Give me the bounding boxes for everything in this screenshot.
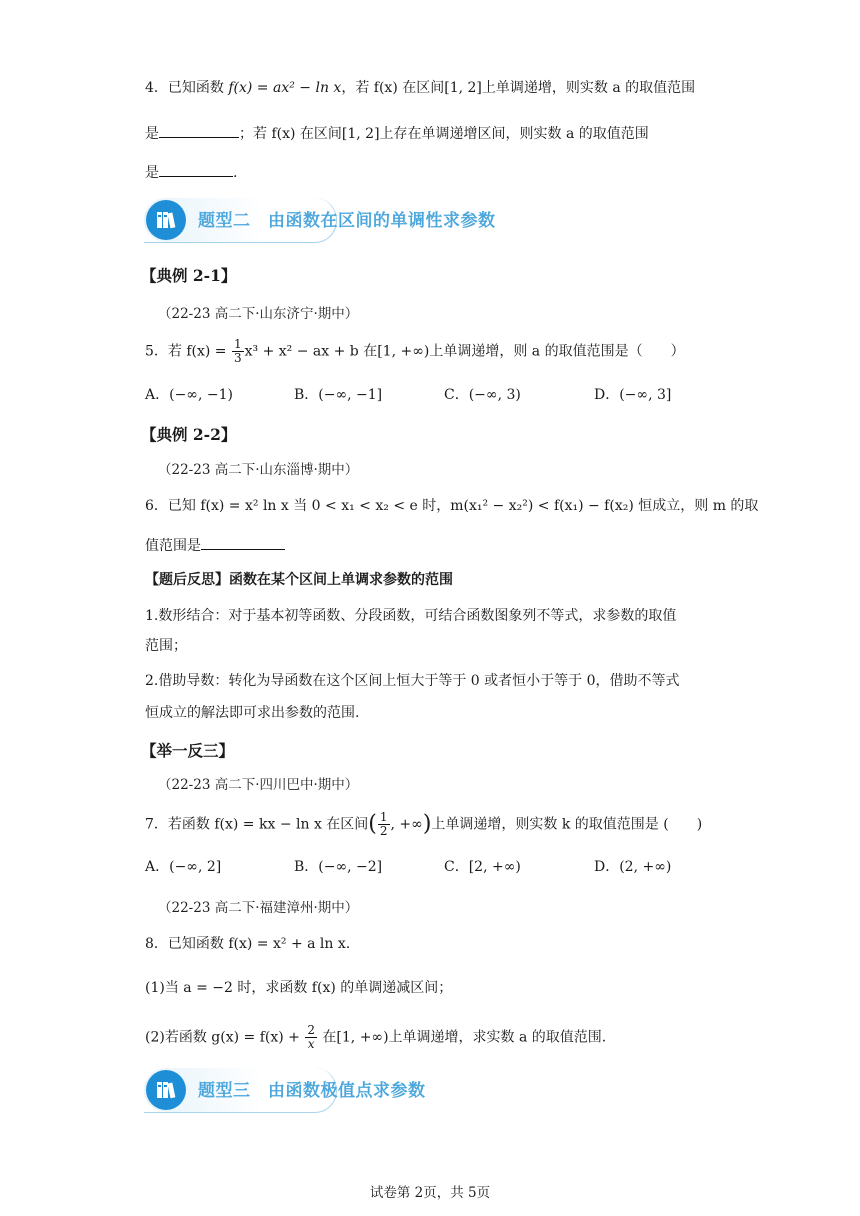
q4-text-3: 是 — [145, 126, 159, 142]
q8-text-2: 在[1, +∞)上单调递增，求实数 a 的取值范围. — [317, 1029, 607, 1046]
answer-blank[interactable] — [159, 162, 233, 177]
q4-text: 4．已知函数 — [145, 80, 229, 96]
q8-part-1: (1)当 a = −2 时，求函数 f(x) 的单调递减区间； — [145, 980, 453, 996]
option-d[interactable]: D．(2, +∞) — [594, 859, 672, 875]
q4-line2 — [145, 123, 649, 144]
reflection-point-1-cont: 范围； — [145, 638, 187, 654]
reflection-heading: 【题后反思】函数在某个区间上单调求参数的范围 — [145, 572, 453, 588]
source-label: （22-23 高二下·山东济宁·期中） — [158, 306, 359, 322]
practice-heading: 【举一反三】 — [141, 741, 235, 760]
q7-text-2: 上单调递增，则实数 k 的取值范围是 ( ) — [431, 816, 703, 833]
numerator: 1 — [234, 337, 242, 351]
example-heading-2-1: 【典例 2-1】 — [141, 266, 237, 285]
paren-close: ) — [422, 811, 432, 837]
books-icon — [146, 1070, 186, 1110]
reflection-point-2-cont: 恒成立的解法即可求出参数的范围. — [145, 705, 360, 721]
q5-text: 5．若 f(x) = — [145, 343, 231, 360]
q5-text-2: x³ + x² − ax + b 在[1, +∞)上单调递增，则 a 的取值范围是（ ） — [244, 343, 685, 360]
banner-title: 题型三 由函数极值点求参数 — [198, 1081, 426, 1101]
answer-blank[interactable] — [201, 535, 285, 550]
q8-text: (2)若函数 g(x) = f(x) + — [145, 1029, 305, 1046]
option-b[interactable]: B．(−∞, −1] — [294, 387, 383, 403]
source-label: （22-23 高二下·四川巴中·期中） — [158, 777, 359, 793]
denominator: 2 — [379, 824, 388, 838]
answer-blank[interactable] — [159, 123, 239, 138]
section-banner-2 — [144, 198, 496, 244]
banner-title: 题型二 由函数在区间的单调性求参数 — [198, 211, 496, 231]
example-heading-2-2: 【典例 2-2】 — [141, 425, 237, 444]
q6-line2 — [145, 535, 285, 556]
q7-interval: , +∞ — [390, 816, 423, 833]
reflection-point-1: 1.数形结合：对于基本初等函数、分段函数，可结合函数图象列不等式，求参数的取值 — [145, 608, 677, 624]
q4-line3 — [145, 162, 237, 183]
option-a[interactable]: A．(−∞, 2] — [145, 859, 222, 875]
denominator: 3 — [234, 351, 242, 365]
fraction — [232, 338, 244, 365]
section-banner-3 — [144, 1068, 426, 1114]
fraction — [378, 811, 390, 838]
q7-stem — [145, 811, 702, 838]
numerator: 1 — [379, 810, 388, 824]
page-footer: 试卷第 2页，共 5页 — [369, 1185, 491, 1201]
option-d[interactable]: D．(−∞, 3] — [594, 387, 672, 403]
reflection-point-2: 2.借助导数：转化为导函数在这个区间上恒大于等于 0 或者恒小于等于 0，借助不等式 — [145, 673, 680, 689]
option-c[interactable]: C．(−∞, 3) — [444, 387, 521, 403]
q6-line1: 6．已知 f(x) = x² ln x 当 0 < x₁ < x₂ < e 时，m(x₁² − x₂²) < f(x₁) − f(x₂) 恒成立，则 m 的取 — [145, 498, 759, 514]
q4-formula: f(x) = ax² − ln x — [228, 80, 342, 96]
paren-open: ( — [368, 811, 377, 837]
numerator: 2 — [307, 1023, 315, 1037]
q4-text-5: 是 — [145, 165, 159, 181]
q7-text: 7．若函数 f(x) = kx − ln x 在区间 — [145, 816, 369, 833]
source-label: （22-23 高二下·福建漳州·期中） — [158, 900, 359, 916]
option-c[interactable]: C．[2, +∞) — [444, 859, 521, 875]
q5-stem — [145, 338, 685, 365]
denominator: x — [307, 1037, 315, 1051]
q4-line1 — [145, 78, 695, 98]
q4-text-6: . — [233, 165, 238, 181]
q4-text-4: ；若 f(x) 在区间[1, 2]上存在单调递增区间，则实数 a 的取值范围 — [239, 126, 649, 142]
q8-part-2 — [145, 1024, 606, 1051]
source-label: （22-23 高二下·山东淄博·期中） — [158, 462, 359, 478]
books-icon — [146, 200, 186, 240]
q4-text-2: ，若 f(x) 在区间[1, 2]上单调递增，则实数 a 的取值范围 — [341, 80, 696, 96]
option-b[interactable]: B．(−∞, −2] — [294, 859, 383, 875]
q6-text: 值范围是 — [145, 538, 201, 554]
option-a[interactable]: A．(−∞, −1) — [145, 387, 233, 403]
q8-stem: 8．已知函数 f(x) = x² + a ln x. — [145, 936, 351, 952]
fraction — [305, 1024, 317, 1051]
